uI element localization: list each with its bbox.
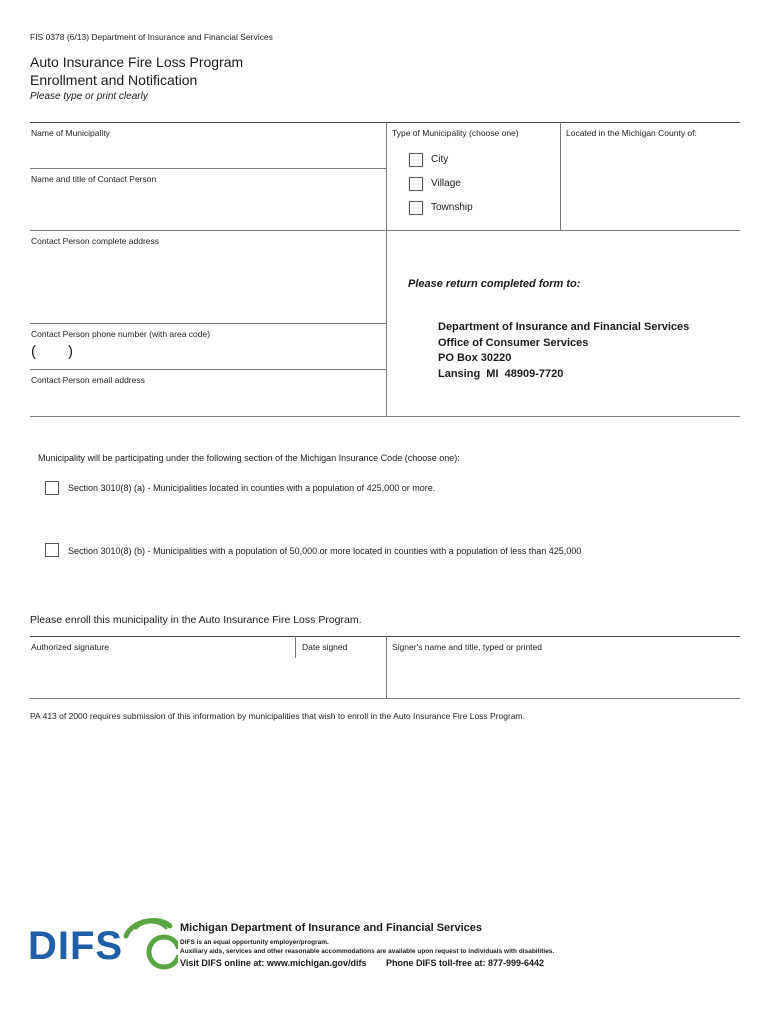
divider-date xyxy=(386,636,387,699)
rule-contact-name xyxy=(30,230,740,231)
municipality-name-field[interactable] xyxy=(30,140,384,166)
return-address xyxy=(438,320,689,382)
top-rule xyxy=(30,122,740,123)
checkbox-section-a[interactable] xyxy=(45,481,59,495)
signature-top-rule xyxy=(30,636,740,637)
footer-eeo: DIFS is an equal opportunity employer/program. xyxy=(180,939,329,946)
contact-email-field[interactable] xyxy=(30,388,384,414)
authorized-signature-field[interactable] xyxy=(30,654,294,696)
checkbox-section-b[interactable] xyxy=(45,543,59,557)
label-date-signed: Date signed xyxy=(302,642,348,652)
divider-left-top xyxy=(386,122,387,230)
divider-signature xyxy=(295,636,296,658)
signer-name-field[interactable] xyxy=(388,654,738,696)
rule-address xyxy=(30,323,386,324)
label-authorized-signature: Authorized signature xyxy=(31,642,109,652)
county-field[interactable] xyxy=(562,140,738,228)
label-contact-email: Contact Person email address xyxy=(31,375,145,385)
footer-phone: Phone DIFS toll-free at: 877-999-6442 xyxy=(386,958,545,968)
contact-name-field[interactable] xyxy=(30,186,384,228)
return-line-department: Department of Insurance and Financial Services xyxy=(438,321,690,333)
phone-paren-close: ) xyxy=(68,343,73,360)
return-line-pobox: PO Box 30220 xyxy=(438,352,512,364)
footer-visit[interactable]: Visit DIFS online at: www.michigan.gov/difs xyxy=(180,958,367,968)
contact-phone-field[interactable] xyxy=(30,342,384,367)
checkbox-village[interactable] xyxy=(409,177,423,191)
checkbox-township[interactable] xyxy=(409,201,423,215)
return-heading: Please return completed form to: xyxy=(408,278,581,290)
enroll-statement: Please enroll this municipality in the Auto Insurance Fire Loss Program. xyxy=(30,614,362,626)
rule-municipality xyxy=(30,168,386,169)
label-county: Located in the Michigan County of: xyxy=(566,128,697,138)
label-signer-name: Signer's name and title, typed or printed xyxy=(392,642,542,652)
footer-org: Michigan Department of Insurance and Financial Services xyxy=(180,922,482,934)
label-type-of-municipality: Type of Municipality (choose one) xyxy=(392,128,519,138)
logo-text: DIFS xyxy=(28,924,124,968)
form-id-header: FIS 0378 (6/13) Department of Insurance and Financial Services xyxy=(30,32,273,42)
contact-address-field[interactable] xyxy=(30,248,384,321)
phone-paren-open: ( xyxy=(31,343,36,360)
date-signed-field[interactable] xyxy=(297,654,385,696)
divider-right-top xyxy=(560,122,561,230)
rule-phone xyxy=(30,369,386,370)
divider-left-bottom xyxy=(386,230,387,416)
footnote: PA 413 of 2000 requires submission of this information by municipalities that wish to enroll in the Auto Insurance Fire Loss Program. xyxy=(30,711,525,721)
signature-bottom-rule xyxy=(30,698,740,699)
label-section-b: Section 3010(8) (b) - Municipalities with a population of 50,000 or more located in counties with a population of less than 425,000 xyxy=(68,546,582,556)
form-subtitle: Enrollment and Notification xyxy=(30,72,198,88)
label-contact-address: Contact Person complete address xyxy=(31,236,160,246)
form-instruction: Please type or print clearly xyxy=(30,91,148,102)
label-city: City xyxy=(431,154,449,165)
return-line-city: Lansing MI 48909-7720 xyxy=(438,367,564,380)
difs-logo xyxy=(28,914,178,970)
footer-aids: Auxiliary aids, services and other reasonable accommodations are available upon request to individuals with disabilities. xyxy=(180,948,555,955)
form-title: Auto Insurance Fire Loss Program xyxy=(30,54,244,70)
label-contact-phone: Contact Person phone number (with area code) xyxy=(31,329,211,339)
return-line-office: Office of Consumer Services xyxy=(438,336,589,349)
label-village: Village xyxy=(431,178,461,189)
participation-intro: Municipality will be participating under the following section of the Michigan Insurance Code (choose one): xyxy=(38,453,460,463)
label-name-of-municipality: Name of Municipality xyxy=(31,128,110,138)
checkbox-city[interactable] xyxy=(409,153,423,167)
label-township: Township xyxy=(431,202,473,213)
label-section-a: Section 3010(8) (a) - Municipalities located in counties with a population of 425,000 or more. xyxy=(68,483,436,493)
rule-email xyxy=(30,416,740,417)
label-contact-name: Name and title of Contact Person xyxy=(31,174,157,184)
